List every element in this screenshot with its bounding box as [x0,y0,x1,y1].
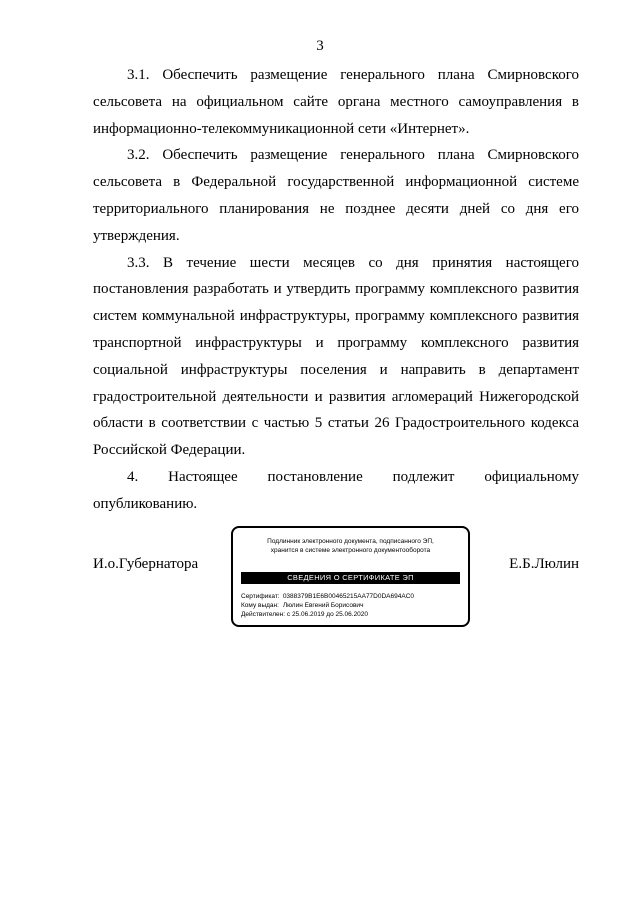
stamp-issued-to-line [241,601,462,610]
valid-value: с 25.06.2019 до 25.06.2020 [286,611,369,618]
stamp-notice [233,537,468,555]
stamp-details [241,592,462,619]
issued-to-value: Люлин Евгений Борисович [282,602,364,609]
stamp-valid-line [241,610,462,619]
document-body [93,62,579,518]
signer-name: Е.Б.Люлин [509,556,579,572]
paragraph-3-1: 3.1. Обеспечить размещение генерального плана Смирновского сельсовета на официальном сайте органа местного самоуправления в информационно-телекоммуникационной сети «Интернет». [93,67,579,137]
stamp-header: СВЕДЕНИЯ О СЕРТИФИКАТЕ ЭП [241,572,460,584]
stamp-notice-line: хранится в системе электронного документооборота [270,547,431,554]
stamp-notice-line: Подлинник электронного документа, подписанного ЭП, [267,538,434,545]
issued-to-label: Кому выдан: [241,602,279,609]
valid-label: Действителен: [241,611,286,618]
certificate-value: 0388379B1E6B00465215AA77D0DA694AC0 [282,593,415,600]
electronic-signature-stamp [231,526,470,627]
signer-title: И.о.Губернатора [93,556,199,572]
paragraph-3-3: 3.3. В течение шести месяцев со дня принятия настоящего постановления разработать и утвердить программу комплексного развития систем коммунальной инфраструктуры, программу комплексного развития транспортной инфраструктуры и программу комплексного развития социальной инфраструктуры поселения и направить в департамент градостроительной деятельности и развития агломераций Нижегородской области в соответствии с частью 5 статьи 26 Градостроительного кодекса Российской Федерации. [93,254,579,459]
page-number: 3 [316,38,324,54]
paragraph-3-2: 3.2. Обеспечить размещение генерального плана Смирновского сельсовета в Федеральной государственной информационной системе территориального планирования не позднее десяти дней со дня его утверждения. [93,147,579,244]
certificate-label: Сертификат: [241,593,280,600]
stamp-certificate-line [241,592,462,601]
paragraph-4: 4. Настоящее постановление подлежит официальному опубликованию. [93,468,579,512]
